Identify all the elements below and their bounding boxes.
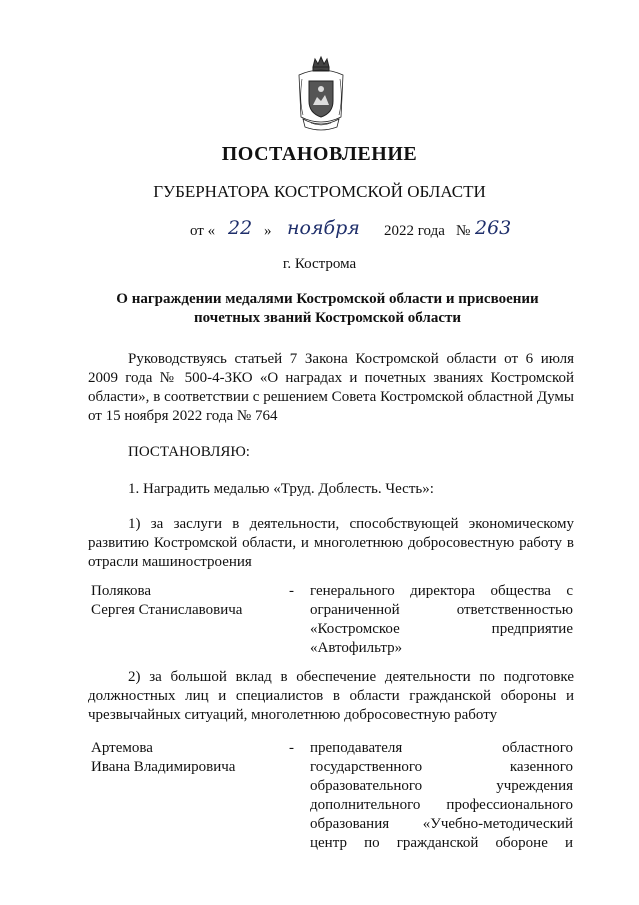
subitem-1 [88, 515, 574, 572]
item-1: 1. Наградить медалью «Труд. Доблесть. Честь»: [128, 481, 434, 497]
awardee-1-surname: Полякова [91, 583, 152, 599]
date-prefix: от « [190, 223, 216, 239]
awardee-1-position: генерального директора общества с ограниченной ответственностью «Костромское предприятие «Автофильтр» [310, 583, 573, 656]
awardee-1-dash: - [289, 583, 294, 599]
date-line [190, 219, 520, 249]
city: г. Кострома [282, 256, 357, 272]
preamble-paragraph [88, 350, 574, 426]
document-title: ПОСТАНОВЛЕНИЕ [221, 143, 418, 165]
date-day: 22 [228, 217, 253, 239]
decree-number: 263 [475, 217, 512, 239]
date-mid: » [264, 223, 272, 239]
awardee-2-name [91, 739, 235, 777]
number-label: № [456, 223, 471, 239]
awardee-2-given-names: Ивана Владимировича [91, 759, 236, 775]
subitem-2-text: 2) за большой вклад в обеспечение деятельности по подготовке должностных лиц и специалистов в области гражданской обороны и чрезвычайных ситуаций, многолетнюю добросовестную работу [88, 669, 574, 723]
decree-word: ПОСТАНОВЛЯЮ: [128, 444, 250, 460]
awardee-1-given-names: Сергея Станиславовича [91, 602, 243, 618]
subitem-2 [88, 668, 574, 725]
document-heading: О награждении медалями Костромской области и присвоении почетных званий Костромской области [116, 291, 539, 326]
document-subtitle: ГУБЕРНАТОРА КОСТРОМСКОЙ ОБЛАСТИ [153, 182, 486, 201]
date-month: ноября [287, 217, 360, 239]
awardee-1-name [91, 582, 242, 620]
date-year: 2022 года [384, 223, 445, 239]
subitem-1-text: 1) за заслуги в деятельности, способствующей экономическому развитию Костромской области, и многолетнюю добросовестную работу в отрасли машиностроения [88, 516, 574, 570]
awardee-2-surname: Артемова [91, 740, 153, 756]
awardee-2-position: преподавателя областного государственного казенного образовательного учреждения дополнительного профессионального образования «Учебно-методический центр по гражданской обороне и [310, 740, 573, 851]
coat-of-arms-icon [291, 55, 351, 135]
awardee-2-dash: - [289, 740, 294, 756]
preamble-text: Руководствуясь статьей 7 Закона Костромской области от 6 июля 2009 года № 500-4-ЗКО «О наградах и почетных званиях Костромской области», в соответствии с решением Совета Костромской областной Думы от 15 ноября 2022 года № 764 [88, 351, 574, 424]
